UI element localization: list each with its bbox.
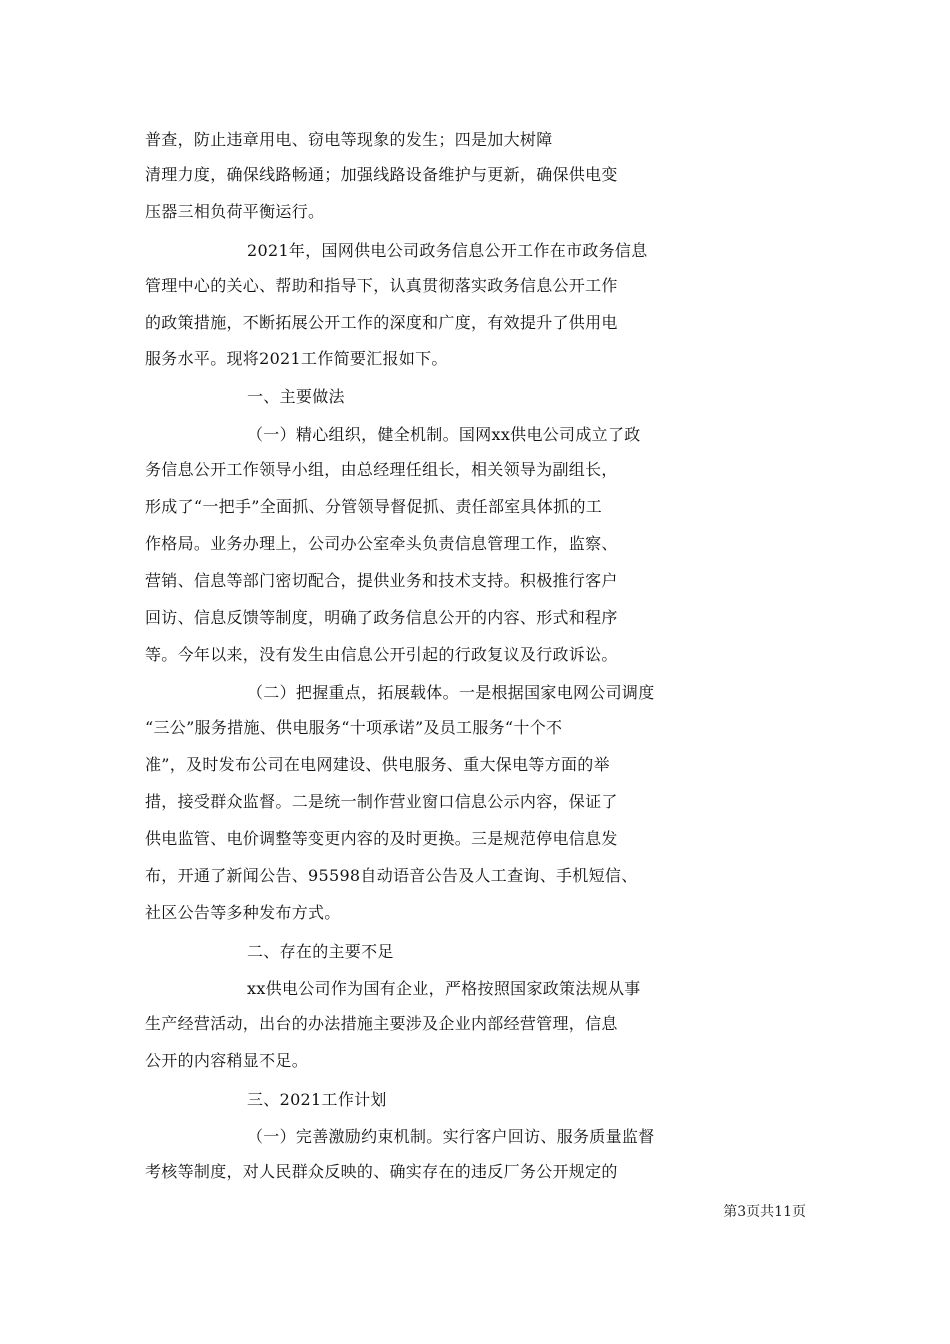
body-line: xx供电公司作为国有企业，严格按照国家政策法规从事: [247, 979, 641, 998]
body-line: 作格局。业务办理上，公司办公室牵头负责信息管理工作，监察、: [145, 534, 618, 553]
section-heading: 三、2021工作计划: [247, 1090, 387, 1109]
body-line: 公开的内容稍显不足。: [145, 1051, 309, 1070]
body-line: 清理力度，确保线路畅通；加强线路设备维护与更新，确保供电变: [145, 165, 618, 184]
body-line: 压器三相负荷平衡运行。: [145, 202, 325, 221]
body-line: 生产经营活动，出台的办法措施主要涉及企业内部经营管理，信息: [145, 1014, 618, 1033]
section-heading: 一、主要做法: [247, 387, 345, 406]
body-line: 服务水平。现将2021工作简要汇报如下。: [145, 349, 448, 368]
body-line: 回访、信息反馈等制度，明确了政务信息公开的内容、形式和程序: [145, 608, 618, 627]
body-line: 的政策措施，不断拓展公开工作的深度和广度，有效提升了供用电: [145, 313, 618, 332]
body-line: 准”，及时发布公司在电网建设、供电服务、重大保电等方面的举: [145, 755, 610, 774]
page-number: 第3页共11页: [723, 1204, 806, 1220]
body-line: 供电监管、电价调整等变更内容的及时更换。三是规范停电信息发: [145, 829, 618, 848]
body-line: 考核等制度，对人民群众反映的、确实存在的违反厂务公开规定的: [145, 1162, 618, 1181]
section-heading: 二、存在的主要不足: [247, 942, 394, 961]
body-line: 管理中心的关心、帮助和指导下，认真贯彻落实政务信息公开工作: [145, 276, 618, 295]
body-line: 务信息公开工作领导小组，由总经理任组长，相关领导为副组长，: [145, 460, 618, 479]
body-line: 等。今年以来，没有发生由信息公开引起的行政复议及行政诉讼。: [145, 645, 618, 664]
body-line: 普查，防止违章用电、窃电等现象的发生；四是加大树障: [145, 130, 553, 149]
body-line: 社区公告等多种发布方式。: [145, 903, 341, 922]
body-line: 措，接受群众监督。二是统一制作营业窗口信息公示内容，保证了: [145, 792, 618, 811]
body-line: 营销、信息等部门密切配合，提供业务和技术支持。积极推行客户: [145, 571, 618, 590]
body-line: （一）完善激励约束机制。实行客户回访、服务质量监督: [247, 1127, 655, 1146]
body-line: 形成了“一把手”全面抓、分管领导督促抓、责任部室具体抓的工: [145, 497, 603, 516]
body-line: 2021年，国网供电公司政务信息公开工作在市政务信息: [247, 241, 648, 260]
body-line: “三公”服务措施、供电服务“十项承诺”及员工服务“十个不: [145, 718, 563, 737]
body-line: （一）精心组织，健全机制。国网xx供电公司成立了政: [247, 425, 641, 444]
body-line: 布，开通了新闻公告、95598自动语音公告及人工查询、手机短信、: [145, 866, 638, 885]
body-line: （二）把握重点，拓展载体。一是根据国家电网公司调度: [247, 683, 655, 702]
